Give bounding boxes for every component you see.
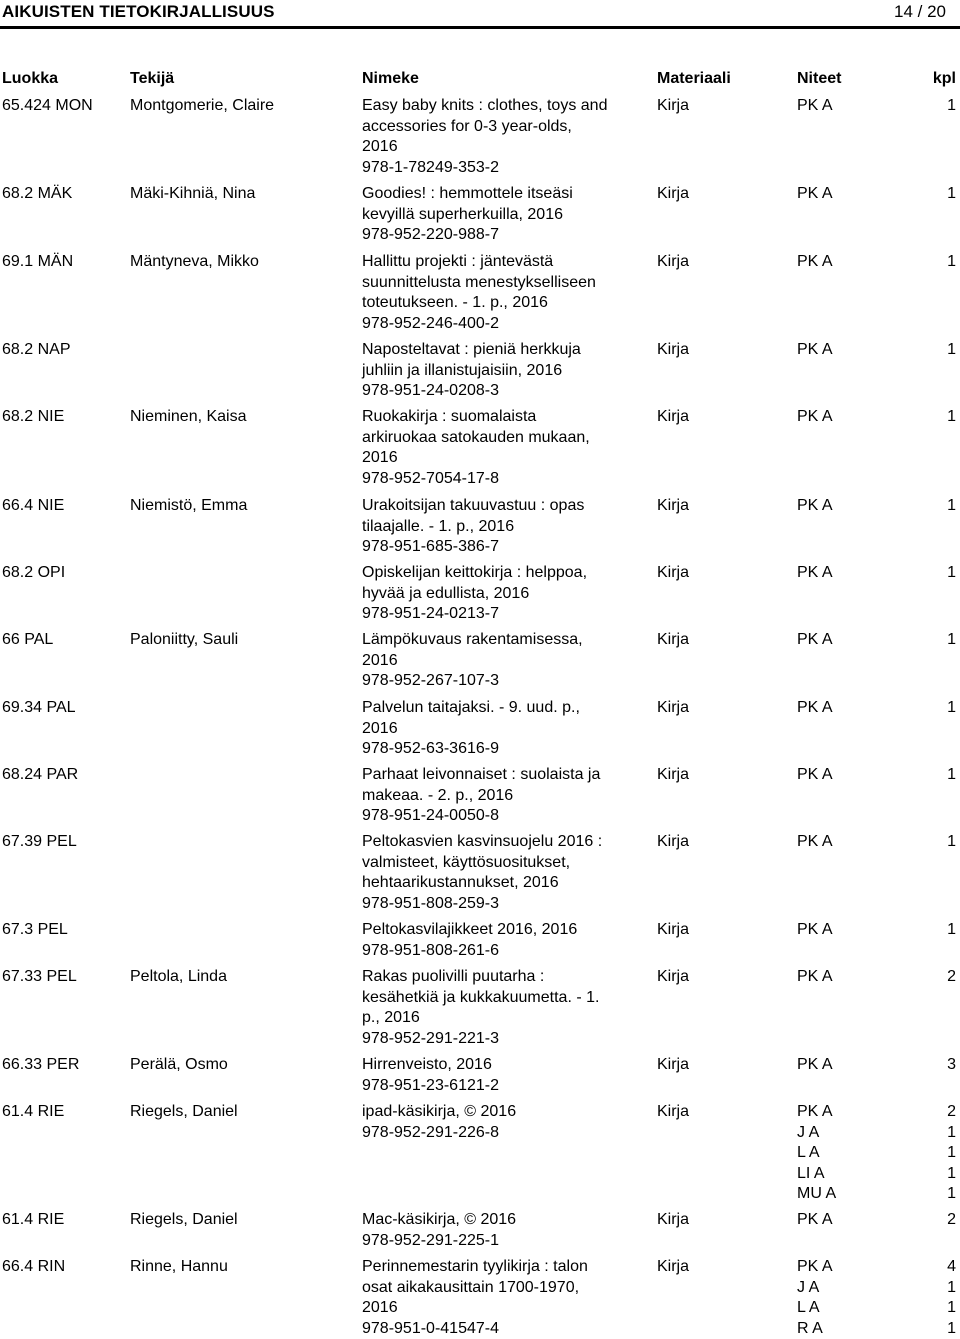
record-copy-location: PK A	[797, 1210, 833, 1231]
record-title	[362, 96, 632, 178]
record-title	[362, 1257, 632, 1339]
record-copy-location: PK A	[797, 1102, 836, 1123]
record-title-line: Lämpökuvaus rakentamisessa,	[362, 630, 632, 651]
record-copy-location: L A	[797, 1143, 836, 1164]
record-title-line: 978-952-63-3616-9	[362, 739, 632, 760]
record-title-line: Goodies! : hemmottele itseäsi	[362, 184, 632, 205]
record-title-line: juhliin ja illanistujaisiin, 2016	[362, 361, 632, 382]
record-count	[900, 252, 956, 273]
record-count	[900, 496, 956, 517]
record-material: Kirja	[657, 563, 689, 584]
record-title-line: ipad-käsikirja, © 2016	[362, 1102, 632, 1123]
record-title-line: Mac-käsikirja, © 2016	[362, 1210, 632, 1231]
record-count	[900, 1257, 956, 1339]
record-copy-location: PK A	[797, 96, 833, 117]
record-title	[362, 832, 632, 914]
record-count-value: 2	[900, 1102, 956, 1123]
record-title	[362, 765, 632, 827]
record-count-value: 1	[900, 563, 956, 584]
record-author: Nieminen, Kaisa	[130, 407, 247, 428]
record-class: 61.4 RIE	[2, 1102, 64, 1123]
record-count-value: 1	[900, 1143, 956, 1164]
record-count	[900, 184, 956, 205]
record-count-value: 1	[900, 1298, 956, 1319]
record-title-line: Peltokasvien kasvinsuojelu 2016 :	[362, 832, 632, 853]
record-title	[362, 967, 632, 1049]
record-material: Kirja	[657, 252, 689, 273]
column-header-kpl: kpl	[933, 70, 956, 88]
record-class: 61.4 RIE	[2, 1210, 64, 1231]
record-title	[362, 407, 632, 489]
record-author: Riegels, Daniel	[130, 1102, 238, 1123]
record-title	[362, 1055, 632, 1096]
record-title	[362, 340, 632, 402]
record-copies	[797, 184, 833, 205]
record-copies	[797, 563, 833, 584]
record-title-line: 978-952-246-400-2	[362, 314, 632, 335]
record-title-line: kevyillä superherkuilla, 2016	[362, 205, 632, 226]
record-count	[900, 563, 956, 584]
record-title-line: 978-952-267-107-3	[362, 671, 632, 692]
record-title-line: suunnittelusta menestykselliseen	[362, 273, 632, 294]
record-copies	[797, 96, 833, 117]
record-copy-location: PK A	[797, 496, 833, 517]
record-count-value: 1	[900, 252, 956, 273]
record-material: Kirja	[657, 407, 689, 428]
record-copy-location: MU A	[797, 1184, 836, 1205]
record-copy-location: PK A	[797, 252, 833, 273]
record-title-line: 978-951-23-6121-2	[362, 1076, 632, 1097]
record-title-line: Naposteltavat : pieniä herkkuja	[362, 340, 632, 361]
record-count	[900, 630, 956, 651]
record-title-line: p., 2016	[362, 1008, 632, 1029]
record-title-line: 2016	[362, 651, 632, 672]
record-title-line: Urakoitsijan takuuvastuu : opas	[362, 496, 632, 517]
record-title-line: Rakas puolivilli puutarha :	[362, 967, 632, 988]
record-title-line: makeaa. - 2. p., 2016	[362, 786, 632, 807]
record-count	[900, 340, 956, 361]
record-title	[362, 252, 632, 334]
record-title-line: Peltokasvilajikkeet 2016, 2016	[362, 920, 632, 941]
record-count	[900, 407, 956, 428]
record-material: Kirja	[657, 96, 689, 117]
record-title-line: 2016	[362, 1298, 632, 1319]
record-material: Kirja	[657, 1102, 689, 1123]
record-title-line: 978-951-808-261-6	[362, 941, 632, 962]
record-count-value: 1	[900, 1319, 956, 1339]
record-copy-location: PK A	[797, 967, 833, 988]
record-count-value: 1	[900, 1184, 956, 1205]
record-title-line: 2016	[362, 137, 632, 158]
record-title-line: Hirrenveisto, 2016	[362, 1055, 632, 1076]
record-class: 68.2 NAP	[2, 340, 70, 361]
record-material: Kirja	[657, 967, 689, 988]
record-class: 65.424 MON	[2, 96, 93, 117]
record-count-value: 1	[900, 1123, 956, 1144]
record-title-line: Opiskelijan keittokirja : helppoa,	[362, 563, 632, 584]
record-count-value: 1	[900, 698, 956, 719]
record-material: Kirja	[657, 698, 689, 719]
record-title-line: Parhaat leivonnaiset : suolaista ja	[362, 765, 632, 786]
record-title	[362, 563, 632, 625]
record-copies	[797, 765, 833, 786]
record-title-line: 978-952-291-226-8	[362, 1123, 632, 1144]
record-copy-location: PK A	[797, 765, 833, 786]
record-title	[362, 698, 632, 760]
record-count-value: 1	[900, 96, 956, 117]
record-copies	[797, 496, 833, 517]
record-count-value: 1	[900, 407, 956, 428]
page-title: AIKUISTEN TIETOKIRJALLISUUS	[2, 2, 275, 22]
record-class: 67.33 PEL	[2, 967, 77, 988]
record-author: Mäki-Kihniä, Nina	[130, 184, 255, 205]
record-title-line: accessories for 0-3 year-olds,	[362, 117, 632, 138]
record-count	[900, 832, 956, 853]
record-author: Perälä, Osmo	[130, 1055, 228, 1076]
record-author: Riegels, Daniel	[130, 1210, 238, 1231]
record-copies	[797, 920, 833, 941]
record-title-line: Palvelun taitajaksi. - 9. uud. p.,	[362, 698, 632, 719]
record-material: Kirja	[657, 184, 689, 205]
record-material: Kirja	[657, 765, 689, 786]
record-copy-location: PK A	[797, 184, 833, 205]
record-material: Kirja	[657, 630, 689, 651]
record-count-value: 2	[900, 967, 956, 988]
record-author: Rinne, Hannu	[130, 1257, 228, 1278]
record-class: 67.3 PEL	[2, 920, 68, 941]
record-title-line: 978-951-0-41547-4	[362, 1319, 632, 1339]
record-count	[900, 765, 956, 786]
record-copy-location: PK A	[797, 407, 833, 428]
record-title-line: osat aikakausittain 1700-1970,	[362, 1278, 632, 1299]
record-title-line: Easy baby knits : clothes, toys and	[362, 96, 632, 117]
record-class: 66.33 PER	[2, 1055, 79, 1076]
record-count-value: 1	[900, 184, 956, 205]
record-copy-location: PK A	[797, 340, 833, 361]
record-title-line: 978-951-24-0213-7	[362, 604, 632, 625]
record-title-line: kesähetkiä ja kukkakuumetta. - 1.	[362, 988, 632, 1009]
record-count-value: 1	[900, 630, 956, 651]
record-copy-location: LI A	[797, 1164, 836, 1185]
record-author: Niemistö, Emma	[130, 496, 247, 517]
record-title-line: 978-952-291-221-3	[362, 1029, 632, 1050]
record-title-line: 978-952-220-988-7	[362, 225, 632, 246]
record-count-value: 1	[900, 832, 956, 853]
record-count-value: 1	[900, 496, 956, 517]
record-class: 69.1 MÄN	[2, 252, 73, 273]
record-material: Kirja	[657, 832, 689, 853]
record-title-line: 978-952-291-225-1	[362, 1231, 632, 1252]
record-copies	[797, 832, 833, 853]
record-copy-location: PK A	[797, 1257, 833, 1278]
record-count	[900, 967, 956, 988]
record-copy-location: PK A	[797, 920, 833, 941]
record-title	[362, 184, 632, 246]
record-copy-location: J A	[797, 1278, 833, 1299]
record-title-line: 978-951-808-259-3	[362, 894, 632, 915]
record-material: Kirja	[657, 920, 689, 941]
record-material: Kirja	[657, 1210, 689, 1231]
record-title-line: 978-952-7054-17-8	[362, 469, 632, 490]
record-count	[900, 1210, 956, 1231]
record-title-line: arkiruokaa satokauden mukaan,	[362, 428, 632, 449]
record-copies	[797, 967, 833, 988]
record-count	[900, 1055, 956, 1076]
record-copies	[797, 1257, 833, 1339]
record-title	[362, 630, 632, 692]
record-author: Paloniitty, Sauli	[130, 630, 238, 651]
record-title-line: toteutukseen. - 1. p., 2016	[362, 293, 632, 314]
record-class: 68.24 PAR	[2, 765, 78, 786]
record-title-line: Hallittu projekti : jäntevästä	[362, 252, 632, 273]
record-copy-location: PK A	[797, 832, 833, 853]
record-class: 66.4 NIE	[2, 496, 64, 517]
record-copies	[797, 1210, 833, 1231]
record-title	[362, 1102, 632, 1143]
column-header-materiaali: Materiaali	[657, 70, 731, 88]
record-copies	[797, 698, 833, 719]
record-copy-location: PK A	[797, 630, 833, 651]
record-count	[900, 920, 956, 941]
record-copies	[797, 1102, 836, 1205]
record-copies	[797, 1055, 833, 1076]
record-count-value: 1	[900, 765, 956, 786]
record-count-value: 4	[900, 1257, 956, 1278]
record-count	[900, 698, 956, 719]
record-copy-location: PK A	[797, 563, 833, 584]
record-class: 67.39 PEL	[2, 832, 77, 853]
record-count-value: 2	[900, 1210, 956, 1231]
record-title-line: 978-1-78249-353-2	[362, 158, 632, 179]
record-material: Kirja	[657, 340, 689, 361]
record-copy-location: L A	[797, 1298, 833, 1319]
column-header-luokka: Luokka	[2, 70, 58, 88]
record-count-value: 1	[900, 1278, 956, 1299]
record-author: Mäntyneva, Mikko	[130, 252, 259, 273]
record-material: Kirja	[657, 496, 689, 517]
record-count-value: 1	[900, 920, 956, 941]
record-class: 68.2 MÄK	[2, 184, 72, 205]
record-title-line: valmisteet, käyttösuositukset,	[362, 853, 632, 874]
record-copies	[797, 252, 833, 273]
record-title	[362, 496, 632, 558]
record-class: 66 PAL	[2, 630, 53, 651]
record-author: Peltola, Linda	[130, 967, 227, 988]
record-count	[900, 1102, 956, 1205]
record-title-line: 978-951-24-0208-3	[362, 381, 632, 402]
column-header-tekija: Tekijä	[130, 70, 174, 88]
record-copies	[797, 407, 833, 428]
record-title-line: tilaajalle. - 1. p., 2016	[362, 517, 632, 538]
column-header-nimeke: Nimeke	[362, 70, 419, 88]
record-copy-location: R A	[797, 1319, 833, 1339]
record-title-line: 978-951-685-386-7	[362, 537, 632, 558]
record-title	[362, 920, 632, 961]
record-count-value: 1	[900, 340, 956, 361]
column-header-niteet: Niteet	[797, 70, 841, 88]
record-title-line: 2016	[362, 719, 632, 740]
record-material: Kirja	[657, 1055, 689, 1076]
record-author: Montgomerie, Claire	[130, 96, 274, 117]
record-title-line: Ruokakirja : suomalaista	[362, 407, 632, 428]
record-title-line: 978-951-24-0050-8	[362, 806, 632, 827]
record-count	[900, 96, 956, 117]
record-copy-location: J A	[797, 1123, 836, 1144]
record-copy-location: PK A	[797, 1055, 833, 1076]
record-material: Kirja	[657, 1257, 689, 1278]
record-title-line: Perinnemestarin tyylikirja : talon	[362, 1257, 632, 1278]
record-title-line: 2016	[362, 448, 632, 469]
record-copies	[797, 630, 833, 651]
record-copies	[797, 340, 833, 361]
record-class: 68.2 NIE	[2, 407, 64, 428]
record-copy-location: PK A	[797, 698, 833, 719]
record-count-value: 3	[900, 1055, 956, 1076]
page-number: 14 / 20	[894, 2, 946, 22]
record-class: 66.4 RIN	[2, 1257, 65, 1278]
record-class: 69.34 PAL	[2, 698, 76, 719]
record-title	[362, 1210, 632, 1251]
record-title-line: hyvää ja edullista, 2016	[362, 584, 632, 605]
record-count-value: 1	[900, 1164, 956, 1185]
record-title-line: hehtaarikustannukset, 2016	[362, 873, 632, 894]
record-class: 68.2 OPI	[2, 563, 65, 584]
